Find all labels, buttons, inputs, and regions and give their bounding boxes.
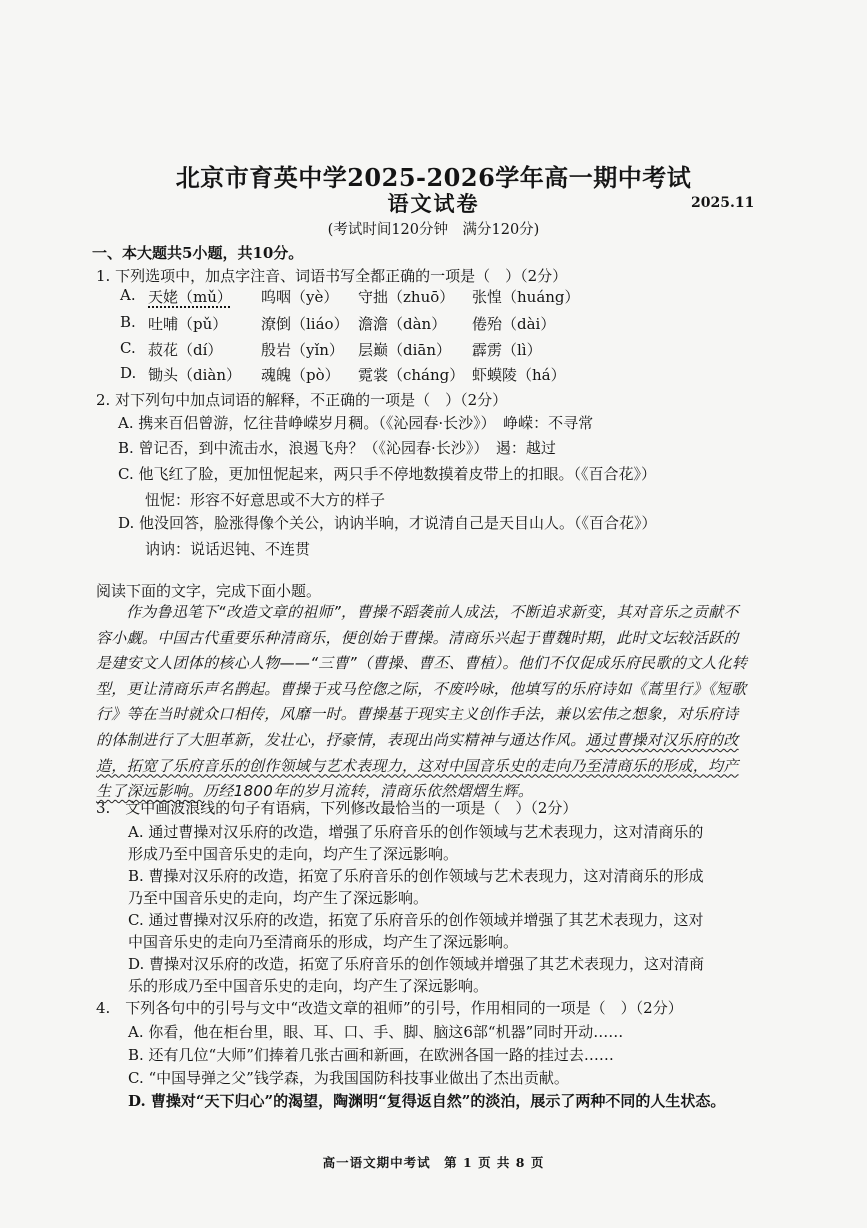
q1-option-c-item: 菽花（dí）	[148, 341, 223, 359]
q3-option-c-cont: 中国音乐史的走向乃至清商乐的形成，均产生了深远影响。	[128, 933, 519, 951]
q2-option-d: D. 他没回答，脸涨得像个关公，讷讷半晌，才说清自己是天目山人。（《百合花》）	[118, 514, 657, 532]
q1-option-a-label: A.	[120, 286, 136, 304]
q1-option-b-item: 吐哺（pǔ）	[148, 315, 228, 333]
q3-option-d: D. 曹操对汉乐府的改造，拓宽了乐府音乐的创作领域并增强了其艺术表现力，这对清商	[128, 955, 705, 973]
q1-option-c-item: 霹雳（lì）	[472, 341, 542, 359]
q1-option-c-item: 层巅（diān）	[358, 341, 452, 359]
q1-option-a-item: 天姥（mǔ）	[148, 288, 232, 306]
question-2-stem: 2. 对下列句中加点词语的解释，不正确的一项是（ ）（2分）	[96, 391, 508, 409]
q2-option-a: A. 携来百侣曾游，忆往昔峥嵘岁月稠。（《沁园春·长沙》） 峥嵘：不寻常	[118, 414, 594, 432]
question-3-stem: 3. 文中画波浪线的句子有语病，下列修改最恰当的一项是（ ）（2分）	[96, 799, 578, 817]
q3-option-a: A. 通过曹操对汉乐府的改造，增强了乐府音乐的创作领域与艺术表现力，这对清商乐的	[128, 823, 704, 841]
q4-option-d: D. 曹操对“天下归心”的渴望，陶渊明“复得返自然”的淡泊，展示了两种不同的人生状态。	[128, 1092, 726, 1110]
question-4-stem: 4. 下列各句中的引号与文中“改造文章的祖师”的引号，作用相同的一项是（ ）（2分）	[96, 999, 683, 1017]
q2-option-d-gloss: 讷讷：说话迟钝、不连贯	[145, 540, 311, 558]
q3-option-d-cont: 乐的形成乃至中国音乐史的走向，均产生了深远影响。	[128, 977, 489, 995]
q1-option-d-item: 锄头（diàn）	[148, 366, 242, 384]
q1-option-b-label: B.	[120, 313, 136, 331]
q3-option-b: B. 曹操对汉乐府的改造，拓宽了乐府音乐的创作领域与艺术表现力，这对清商乐的形成	[128, 867, 704, 885]
reading-intro: 阅读下面的文字，完成下面小题。	[96, 582, 322, 600]
exam-info: (考试时间120分钟 满分120分)	[327, 222, 540, 238]
q3-option-b-cont: 乃至中国音乐史的走向，均产生了深远影响。	[128, 889, 429, 907]
q2-option-b: B. 曾记否，到中流击水，浪遏飞舟？（《沁园春·长沙》） 遏：越过	[118, 439, 556, 457]
q1-option-a-item: 张惶（huáng）	[472, 288, 580, 306]
reading-passage	[96, 600, 751, 805]
q4-option-b: B. 还有几位“大师”们捧着几张古画和新画，在欧洲各国一路的挂过去……	[128, 1046, 614, 1064]
q4-option-a: A. 你看，他在柜台里，眼、耳、口、手、脚、脑这6部“机器”同时开动……	[128, 1023, 624, 1041]
q1-option-c-label: C.	[120, 339, 136, 357]
question-1-stem: 1. 下列选项中，加点字注音、词语书写全都正确的一项是（ ）（2分）	[96, 267, 568, 285]
wavy-underlined-sentence: 通过曹操对汉乐府的改造，拓宽了乐府音乐的创作领域与艺术表现力，这对中国音乐史的走向乃至清商乐的形成，均产生了深远影响。	[96, 730, 739, 801]
q2-option-c-gloss: 忸怩：形容不好意思或不大方的样子	[145, 491, 386, 509]
page-footer: 高一语文期中考试 第 1 页 共 8 页	[322, 1155, 545, 1170]
q1-option-b-item: 潦倒（liáo）	[261, 315, 349, 333]
paper-subtitle: 语文试卷	[387, 191, 480, 216]
q1-option-d-item: 霓裳（cháng）	[358, 366, 465, 384]
q1-option-b-item: 澹澹（dàn）	[358, 315, 447, 333]
q1-option-d-item: 虾蟆陵（há）	[472, 366, 566, 384]
q1-option-d-item: 魂魄（pò）	[261, 366, 340, 384]
q3-option-c: C. 通过曹操对汉乐府的改造，拓宽了乐府音乐的创作领域并增强了其艺术表现力，这对	[128, 911, 704, 929]
q3-option-a-cont: 形成乃至中国音乐史的走向，均产生了深远影响。	[128, 845, 459, 863]
passage-text-end: 历经1800年的岁月流转，清商乐依然熠熠生辉。	[203, 782, 534, 801]
q1-option-b-item: 倦殆（dài）	[472, 315, 556, 333]
q1-option-a-item: 呜咽（yè）	[261, 288, 339, 306]
q4-option-c: C. “中国导弹之父”钱学森，为我国国防科技事业做出了杰出贡献。	[128, 1069, 569, 1087]
q1-option-c-item: 殷岩（yǐn）	[261, 341, 344, 359]
section-heading: 一、本大题共5小题，共10分。	[92, 244, 304, 262]
q1-option-a-item: 守拙（zhuō）	[358, 288, 455, 306]
passage-text: 作为鲁迅笔下“改造文章的祖师”，曹操不蹈袭前人成法，不断追求新变，其对音乐之贡献不容小觑。中国古代重要乐种清商乐，便创始于曹操。清商乐兴起于曹魏时期，此时文坛较活跃的是建安文人团体的核心人物——“三曹”（曹操、曹丕、曹植）。他们不仅促成乐府民歌的文人化转型，更让清商乐声名鹊起。曹操于戎马倥偬之际，不废吟咏，他填写的乐府诗如《蒿里行》《短歌行》等在当时就众口相传，风靡一时。曹操基于现实主义创作手法，兼以宏伟之想象，对乐府诗的体制进行了大胆革新，发壮心，抒豪情，表现出尚实精神与通达作风。	[96, 603, 748, 749]
q2-option-c: C. 他飞红了脸，更加忸怩起来，两只手不停地数摸着皮带上的扣眼。（《百合花》）	[118, 465, 656, 483]
page-title: 北京市育英中学2025-2026学年高一期中考试	[175, 163, 692, 192]
exam-date: 2025.11	[691, 195, 755, 211]
q1-option-d-label: D.	[120, 364, 137, 382]
